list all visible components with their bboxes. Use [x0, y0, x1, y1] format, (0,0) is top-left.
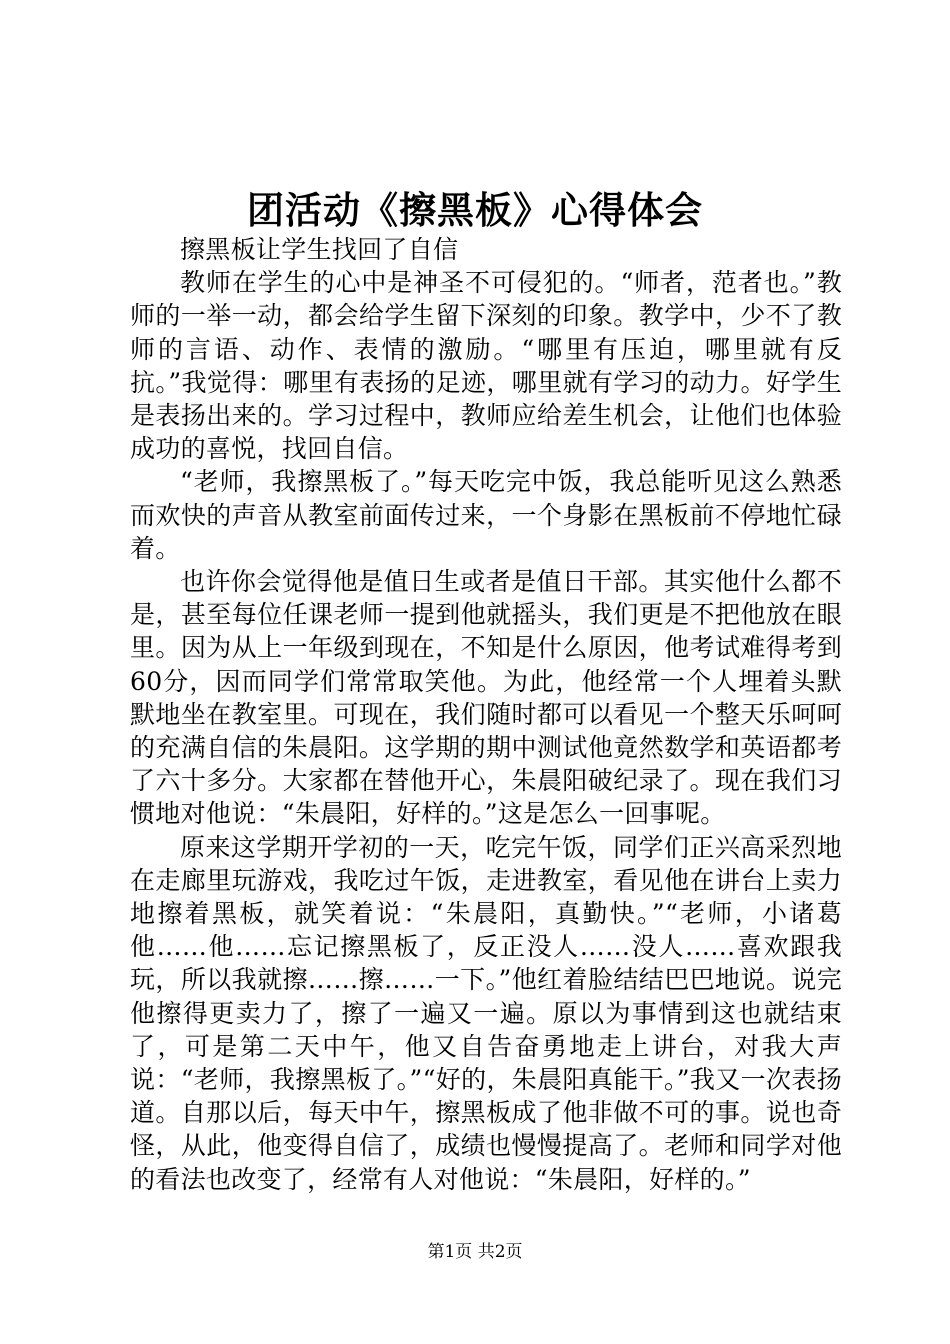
document-subtitle: 擦黑板让学生找回了自信: [180, 235, 459, 264]
paragraph-4: 原来这学期开学初的一天，吃完午饭，同学们正兴高采烈地在走廊里玩游戏，我吃过午饭，走进教室，看见他在讲台上卖力地擦着黑板，就笑着说：“朱晨阳，真勤快。”“老师，小诸葛他……他……忘记擦黑板了，反正没人……没人……喜欢跟我玩，所以我就擦……擦……一下。”他红着脸结结巴巴地说。说完他擦得更卖力了，擦了一遍又一遍。原以为事情到这也就结束了，可是第二天中午，他又自告奋勇地走上讲台，对我大声说：“老师，我擦黑板了。”“好的，朱晨阳真能干。”我又一次表扬道。自那以后，每天中午，擦黑板成了他非做不可的事。说也奇怪，从此，他变得自信了，成绩也慢慢提高了。老师和同学对他的看法也改变了，经常有人对他说：“朱晨阳，好样的。”: [130, 832, 842, 1194]
document-title: 团活动《擦黑板》心得体会: [247, 188, 703, 232]
paragraph-1: 教师在学生的心中是神圣不可侵犯的。“师者，范者也。”教师的一举一动，都会给学生留下深刻的印象。教学中，少不了教师的言语、动作、表情的激励。“哪里有压迫，哪里就有反抗。”我觉得：哪里有表扬的足迹，哪里就有学习的动力。好学生是表扬出来的。学习过程中，教师应给差生机会，让他们也体验成功的喜悦，找回自信。: [130, 268, 842, 464]
document-body: [130, 233, 842, 1196]
page-number-footer: 第1页 共2页: [427, 1242, 523, 1262]
paragraph-2: “老师，我擦黑板了。”每天吃完中饭，我总能听见这么熟悉而欢快的声音从教室前面传过来，一个身影在黑板前不停地忙碌着。: [130, 467, 842, 563]
paragraph-3: 也许你会觉得他是值日生或者是值日干部。其实他什么都不是，甚至每位任课老师一提到他就摇头，我们更是不把他放在眼里。因为从上一年级到现在，不知是什么原因，他考试难得考到60分，因而同学们常常取笑他。为此，他经常一个人埋着头默默地坐在教室里。可现在，我们随时都可以看见一个整天乐呵呵的充满自信的朱晨阳。这学期的期中测试他竟然数学和英语都考了六十多分。大家都在替他开心，朱晨阳破纪录了。现在我们习惯地对他说：“朱晨阳，好样的。”这是怎么一回事呢。: [130, 567, 842, 829]
